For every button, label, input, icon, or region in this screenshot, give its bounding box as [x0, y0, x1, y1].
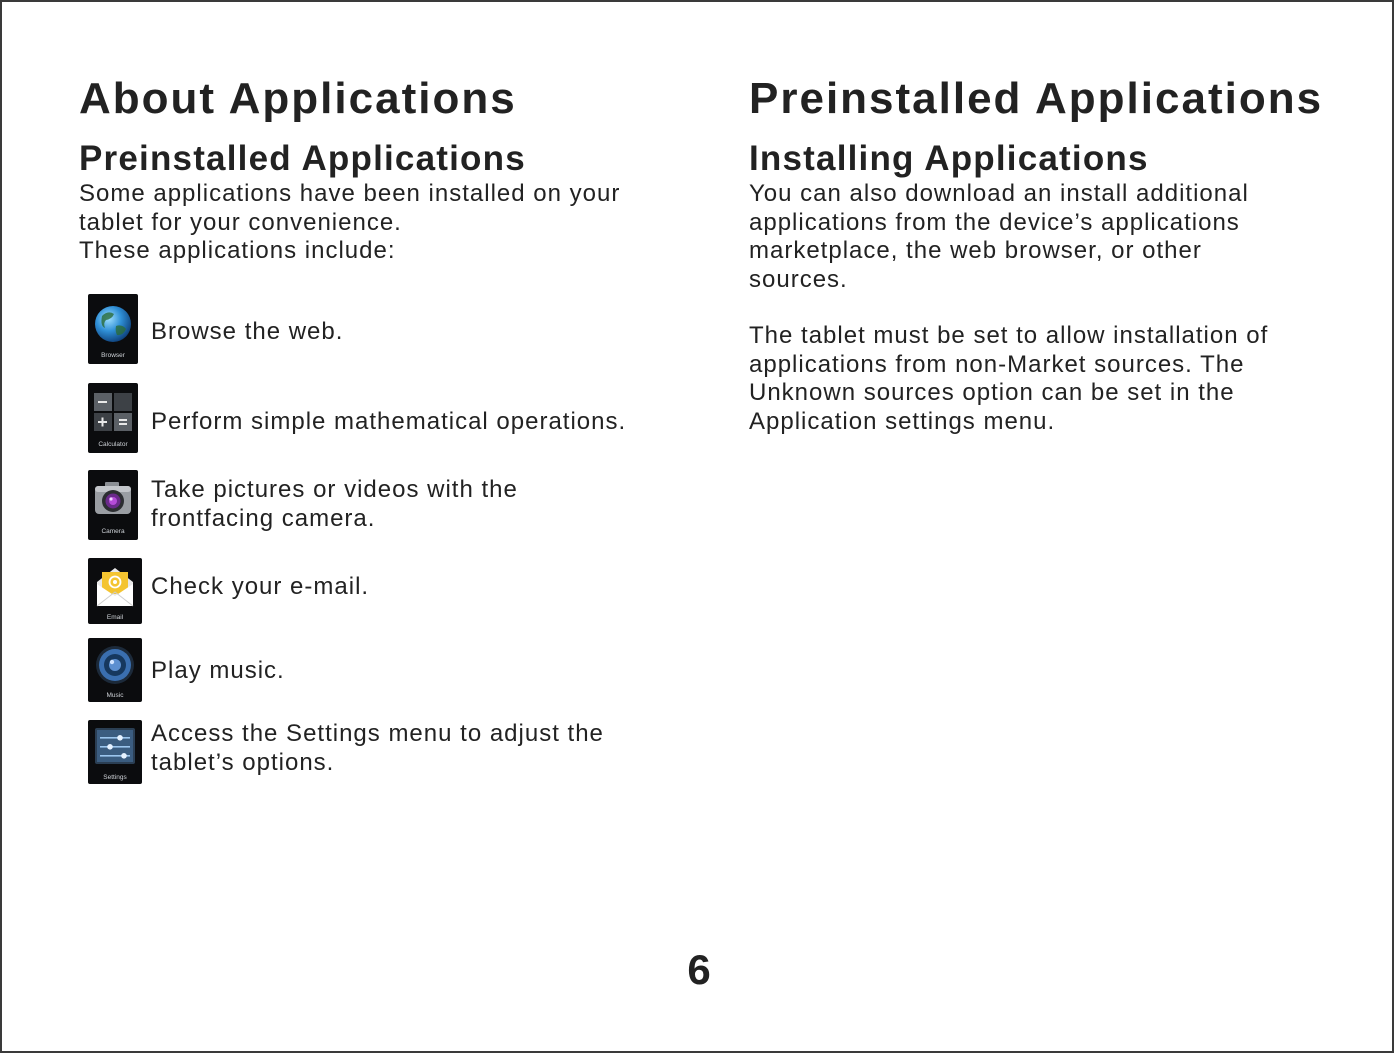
left-page-title: About Applications — [79, 74, 517, 123]
app-desc-line: frontfacing camera. — [151, 504, 376, 532]
calculator-icon-label: Calculator — [98, 441, 128, 448]
left-intro-text — [79, 180, 620, 266]
intro-line: Some applications have been installed on your — [79, 180, 621, 207]
browser-icon — [88, 294, 138, 364]
install-paragraph-1 — [749, 180, 1249, 294]
app-desc-line: Browse the web. — [151, 318, 344, 345]
paragraph-line: You can also download an install additional — [749, 180, 1249, 207]
intro-line: These applications include: — [79, 237, 396, 264]
right-section-heading: Installing Applications — [749, 139, 1149, 178]
paragraph-line: Application settings menu. — [749, 407, 1056, 435]
camera-icon-label: Camera — [101, 528, 125, 535]
intro-line: tablet for your convenience. — [79, 208, 402, 236]
install-paragraph-2 — [749, 322, 1268, 436]
app-desc-line: Perform simple mathematical operations. — [151, 408, 627, 435]
settings-icon — [88, 720, 142, 784]
browser-description — [151, 318, 343, 347]
browser-icon-label: Browser — [101, 352, 125, 359]
app-desc-line: Play music. — [151, 657, 285, 684]
email-icon-label: Email — [106, 614, 124, 621]
music-description — [151, 657, 285, 686]
paragraph-line: sources. — [749, 265, 848, 293]
settings-description — [151, 720, 604, 777]
app-desc-line: Access the Settings menu to adjust the — [151, 720, 604, 747]
paragraph-line: Unknown sources option can be set in the — [749, 379, 1235, 406]
paragraph-line: The tablet must be set to allow installation of — [749, 322, 1269, 349]
email-icon — [88, 558, 142, 624]
paragraph-line: applications from non-Market sources. The — [749, 350, 1245, 378]
settings-icon-label: Settings — [103, 774, 127, 781]
app-desc-line: Take pictures or videos with the — [151, 476, 518, 503]
music-icon — [88, 638, 142, 702]
calculator-description — [151, 408, 626, 437]
app-desc-line: Check your e-mail. — [151, 573, 370, 600]
right-page-title: Preinstalled Applications — [749, 74, 1324, 123]
page-number: 6 — [687, 946, 711, 993]
email-description — [151, 573, 369, 602]
camera-description — [151, 476, 518, 533]
music-icon-label: Music — [106, 692, 124, 699]
paragraph-line: marketplace, the web browser, or other — [749, 237, 1202, 264]
paragraph-line: applications from the device’s applications — [749, 208, 1240, 236]
camera-icon — [88, 470, 138, 540]
app-desc-line: tablet’s options. — [151, 748, 335, 776]
calculator-icon — [88, 383, 138, 453]
left-section-heading: Preinstalled Applications — [79, 139, 526, 178]
